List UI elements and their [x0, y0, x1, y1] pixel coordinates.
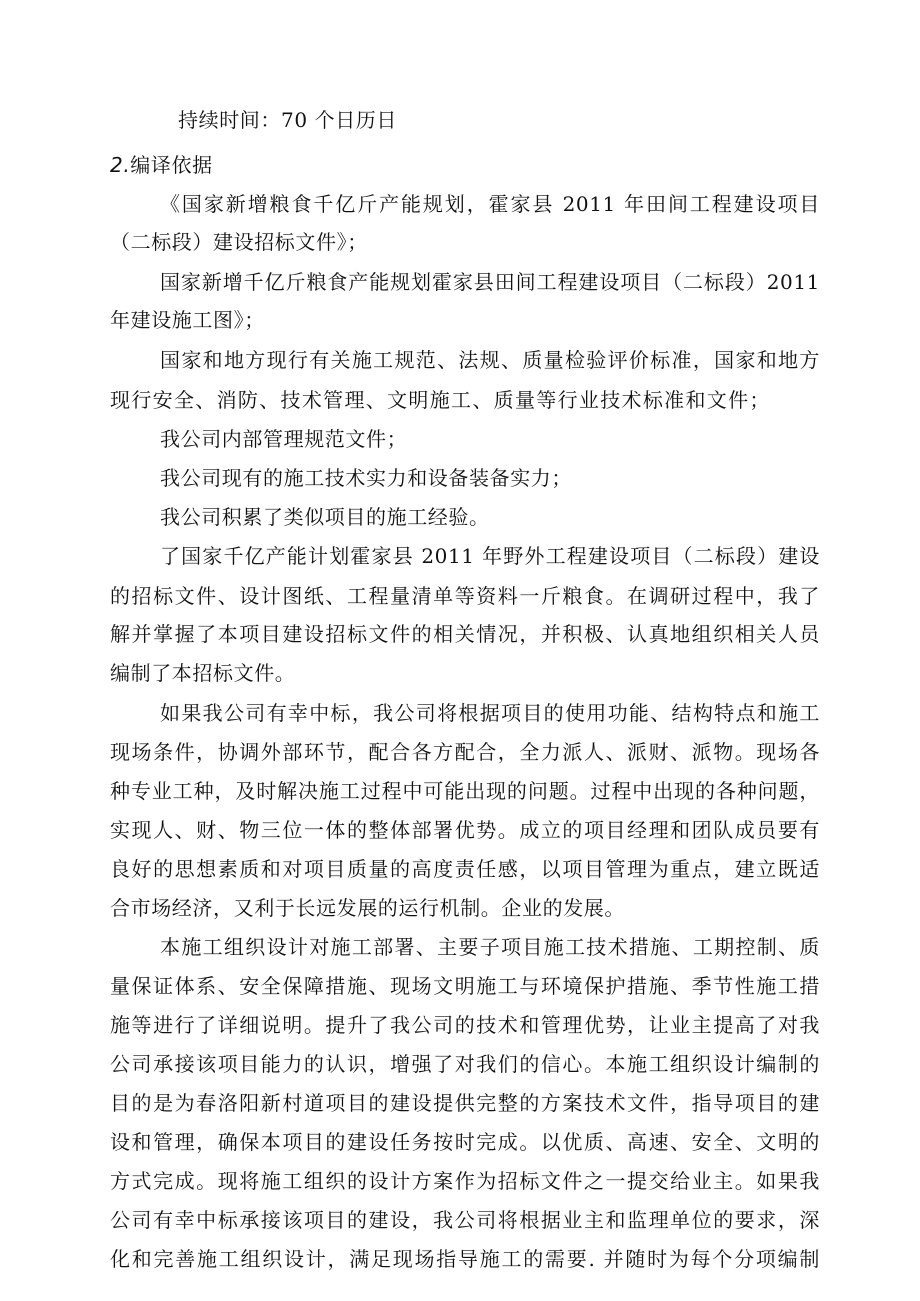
- paragraph-line: 年建设施工图》；: [110, 308, 265, 332]
- section-title: 编译依据: [130, 153, 213, 177]
- paragraph-line: 施等进行了详细说明。提升了我公司的技术和管理优势，让业主提高了对我: [110, 1013, 820, 1037]
- paragraph-line: 编制了本招标文件。: [110, 661, 296, 685]
- paragraph-line: 设和管理，确保本项目的建设任务按时完成。以优质、高速、安全、文明的: [110, 1130, 820, 1154]
- paragraph-line: 解并掌握了本项目建设招标文件的相关情况，并积极、认真地组织相关人员: [110, 622, 820, 646]
- paragraph-line: 量保证体系、安全保障措施、现场文明施工与环境保护措施、季节性施工措: [110, 974, 820, 998]
- duration-line: 持续时间：70 个日历日: [178, 108, 398, 132]
- paragraph-line: 合市场经济，又利于长远发展的运行机制。企业的发展。: [110, 896, 625, 920]
- paragraph-line: 现行安全、消防、技术管理、文明施工、质量等行业技术标准和文件；: [110, 388, 770, 412]
- paragraph-line: 公司有幸中标承接该项目的建设，我公司将根据业主和监理单位的要求，深: [110, 1208, 820, 1232]
- paragraph-line: 良好的思想素质和对项目质量的高度责任感，以项目管理为重点，建立既适: [110, 857, 820, 881]
- paragraph-line: 了国家千亿产能计划霍家县 2011 年野外工程建设项目（二标段）建设: [160, 544, 820, 568]
- paragraph-line: 《国家新增粮食千亿斤产能规划，霍家县 2011 年田间工程建设项目: [160, 192, 820, 216]
- paragraph-line: 我公司内部管理规范文件；: [160, 427, 408, 451]
- paragraph-line: 本施工组织设计对施工部署、主要子项目施工技术措施、工期控制、质: [160, 935, 820, 959]
- section-number: 2.: [110, 153, 131, 177]
- paragraph-line: 方式完成。现将施工组织的设计方案作为招标文件之一提交给业主。如果我: [110, 1169, 820, 1193]
- section-heading: [110, 153, 213, 177]
- paragraph-line: 国家新增千亿斤粮食产能规划霍家县田间工程建设项目（二标段）2011: [160, 270, 820, 294]
- paragraph-line: 的招标文件、设计图纸、工程量清单等资料一斤粮食。在调研过程中，我了: [110, 584, 820, 608]
- paragraph-line: 我公司现有的施工技术实力和设备装备实力；: [160, 466, 572, 490]
- paragraph-line: 实现人、财、物三位一体的整体部署优势。成立的项目经理和团队成员要有: [110, 818, 820, 842]
- paragraph-line: 如果我公司有幸中标，我公司将根据项目的使用功能、结构特点和施工: [160, 701, 820, 725]
- paragraph-line: 目的是为春洛阳新村道项目的建设提供完整的方案技术文件，指导项目的建: [110, 1091, 820, 1115]
- paragraph-line: 种专业工种，及时解决施工过程中可能出现的问题。过程中出现的各种问题，: [110, 779, 820, 803]
- paragraph-line: 现场条件，协调外部环节，配合各方配合，全力派人、派财、派物。现场各: [110, 740, 820, 764]
- paragraph-line: 公司承接该项目能力的认识，增强了对我们的信心。本施工组织设计编制的: [110, 1052, 820, 1076]
- paragraph-line: 化和完善施工组织设计，满足现场指导施工的需要. 并随时为每个分项编制: [110, 1247, 820, 1271]
- paragraph-line: 我公司积累了类似项目的施工经验。: [160, 505, 490, 529]
- paragraph-line: 国家和地方现行有关施工规范、法规、质量检验评价标准，国家和地方: [160, 348, 820, 372]
- paragraph-line: （二标段）建设招标文件》；: [110, 230, 368, 254]
